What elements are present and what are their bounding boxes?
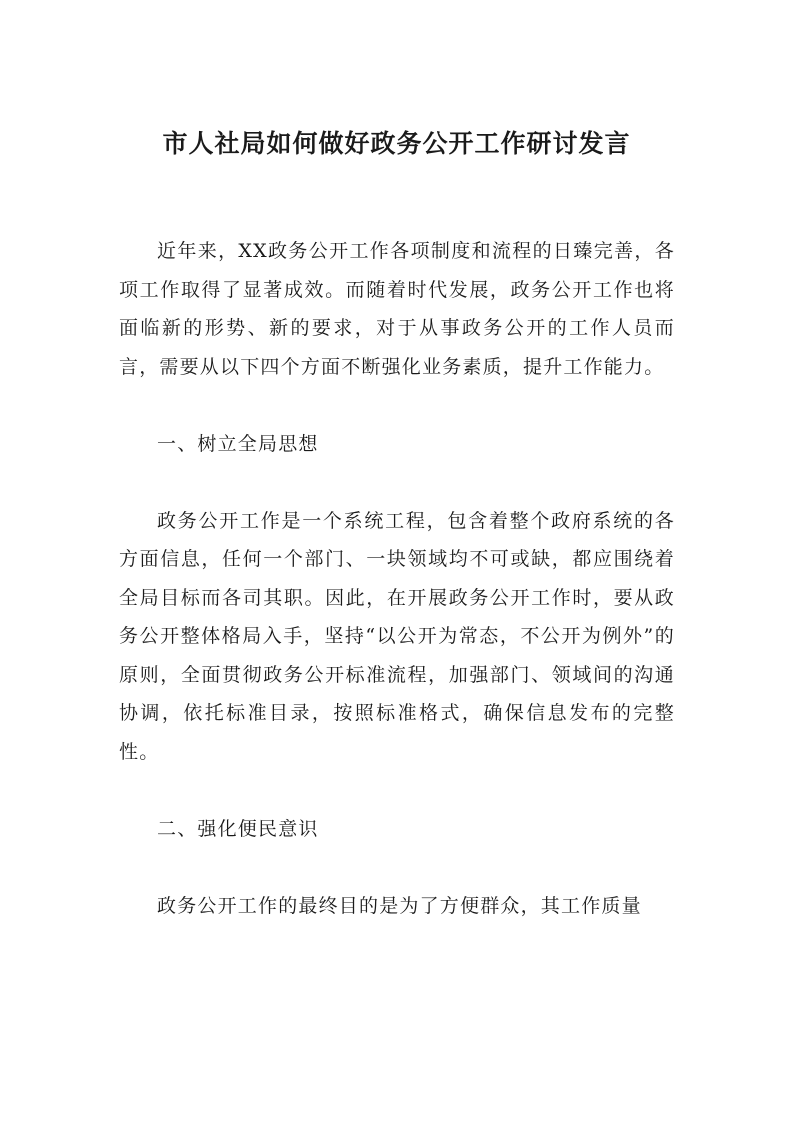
section-heading-1: 一、树立全局思想 xyxy=(157,432,319,455)
section-heading-2: 二、强化便民意识 xyxy=(157,817,319,840)
document-body xyxy=(119,232,675,925)
section-2-paragraph: 政务公开工作的最终目的是为了方便群众，其工作质量 xyxy=(157,894,642,917)
section-1-paragraph: 政务公开工作是一个系统工程，包含着整个政府系统的各方面信息，任何一个部门、一块领域均不可或缺，都应围绕着全局目标而各司其职。因此，在开展政务公开工作时，要从政务公开整体格局入手，坚持“以公开为常态，不公开为例外”的原则，全面贯彻政务公开标准流程，加强部门、领域间的沟通协调，依托标准目录，按照标准格式，确保信息发布的完整性。 xyxy=(119,509,675,763)
intro-paragraph: 近年来，XX政务公开工作各项制度和流程的日臻完善，各项工作取得了显著成效。而随着时代发展，政务公开工作也将面临新的形势、新的要求，对于从事政务公开的工作人员而言，需要从以下四个方面不断强化业务素质，提升工作能力。 xyxy=(119,240,675,378)
document-title: 市人社局如何做好政务公开工作研讨发言 xyxy=(162,129,631,158)
